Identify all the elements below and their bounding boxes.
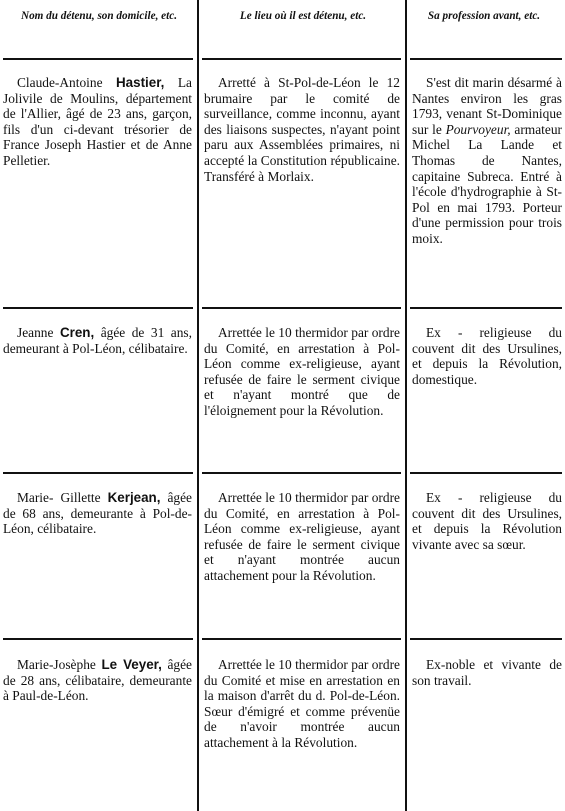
row-rule	[410, 472, 562, 474]
row-rule	[410, 638, 562, 640]
header-col-profession: Sa profession avant, etc.	[427, 10, 541, 22]
header-rule	[3, 58, 193, 60]
row-3-profession: Ex - religieuse du couvent dit des Ursulines, et depuis la Révolution vivante avec sa sœur.	[412, 490, 562, 552]
ship-name: Pourvoyeur,	[445, 121, 511, 137]
detainee-name: Le Veyer,	[101, 657, 162, 672]
row-4-profession: Ex-noble et vivante de son travail.	[412, 657, 562, 688]
row-rule	[3, 638, 193, 640]
detainee-name: Kerjean,	[107, 490, 161, 505]
row-2-name: Jeanne Cren, âgée de 31 ans, demeurant à Pol-Léon, célibataire.	[3, 325, 192, 356]
row-2-profession: Ex - religieuse du couvent dit des Ursulines, et depuis la Révolution, domestique.	[412, 325, 562, 387]
row-3-lieu: Arrettée le 10 thermidor par ordre du Comité, en arrestation à Pol-Léon comme ex-religieuse, ayant refusée de faire le serment civique et n'ayant montrée aucun attachement pour la Révolution.	[204, 490, 400, 583]
row-rule	[3, 307, 193, 309]
header-col-lieu: Le lieu où il est détenu, etc.	[239, 10, 367, 22]
row-rule	[3, 472, 193, 474]
row-3-name: Marie- Gillette Kerjean, âgée de 68 ans, demeurante à Pol-de-Léon, célibataire.	[3, 490, 192, 537]
row-rule	[410, 307, 562, 309]
header-rule	[410, 58, 562, 60]
row-1-lieu: Arretté à St-Pol-de-Léon le 12 brumaire par le comité de surveillance, comme inconnu, ayant des liaisons suspectes, n'ayant point paru aux Assemblées primaires, ni accepté la Constitution républicaine. Transféré à Morlaix.	[204, 75, 400, 184]
column-divider-left	[197, 0, 199, 811]
row-2-lieu: Arrettée le 10 thermidor par ordre du Comité, en arrestation à Pol-Léon comme ex-religieuse, ayant refusée de faire le serment civique et n'ayant montré que de l'éloignement pour la Révolution.	[204, 325, 400, 418]
row-4-name: Marie-Josèphe Le Veyer, âgée de 28 ans, célibataire, demeurante à Paul-de-Léon.	[3, 657, 193, 704]
header-rule	[202, 58, 401, 60]
row-rule	[202, 638, 401, 640]
row-1-profession: S'est dit marin désarmé à Nantes environ les gras 1793, venant St-Dominique sur le Pourvoyeur, armateur Michel La Lande et Thomas de Nantes, capitaine Subreca. Entré à l'école d'hydrographie à St-Pol en mai 1793. Porteur d'une permission pour trois moix.	[412, 75, 562, 246]
detainee-name: Cren,	[59, 325, 95, 340]
header-col-name: Nom du détenu, son domicile, etc.	[21, 10, 177, 22]
row-rule	[202, 307, 401, 309]
row-1-name: Claude-Antoine Hastier, La Jolivile de Moulins, département de l'Allier, âgé de 23 ans, garçon, fils d'un ci-devant trésorier de France Joseph Hastier et de Anne Pelletier.	[3, 75, 192, 168]
detainee-name: Hastier,	[116, 75, 165, 90]
column-divider-right	[405, 0, 407, 811]
row-rule	[202, 472, 401, 474]
row-4-lieu: Arrettée le 10 thermidor par ordre du Comité et mise en arrestation en la maison d'arrêt du d. Pol-de-Léon. Sœur d'émigré et comme prévenüe de n'avoir montrée aucun attachement à la Révolution.	[204, 657, 400, 750]
